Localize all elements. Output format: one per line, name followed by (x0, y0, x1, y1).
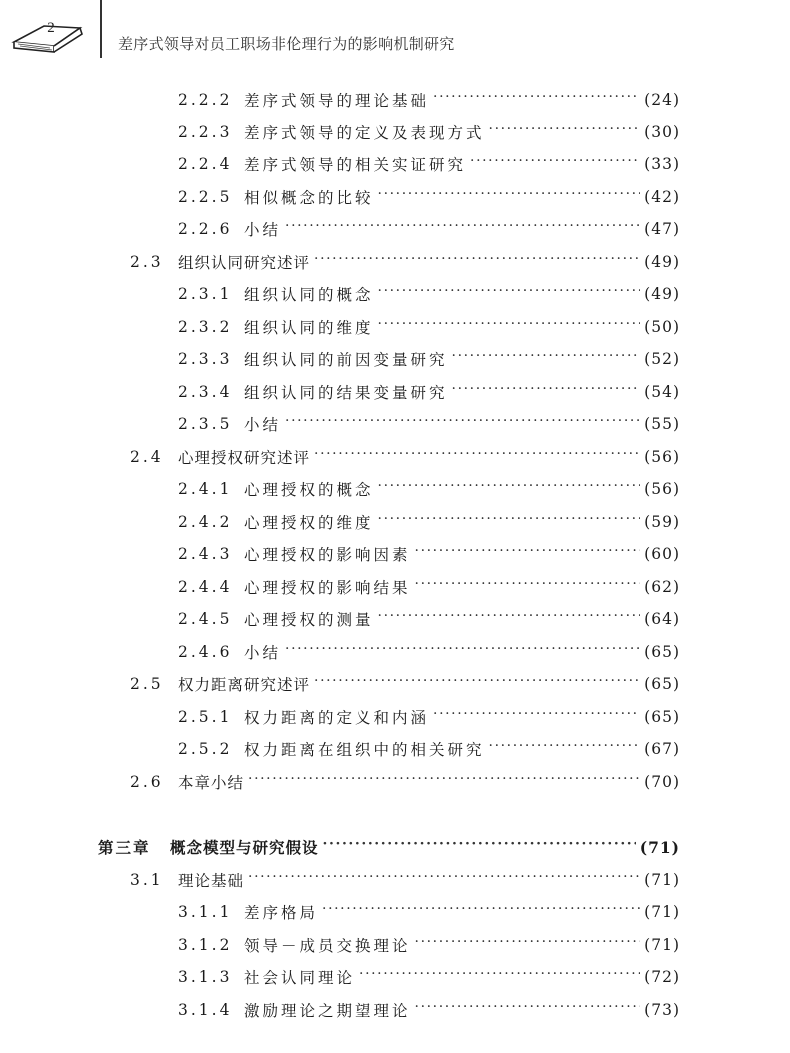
toc-entry-number: 2.5.2 (178, 740, 233, 758)
toc-entry-title: 差序式领导的相关实证研究 (244, 156, 467, 174)
toc-entry-title: 相似概念的比较 (244, 189, 374, 207)
toc-entry-number: 2.5 (130, 675, 164, 693)
toc-entry-number: 2.5.1 (178, 708, 233, 726)
toc-entry-title: 心理授权研究述评 (178, 449, 311, 467)
toc-entry-number: 3.1.2 (178, 936, 233, 954)
toc-entry-page: (55) (644, 415, 680, 433)
toc-entry-page: (72) (644, 968, 680, 986)
toc-entry (178, 380, 680, 404)
toc-dot-leader (359, 965, 640, 989)
page-header (0, 0, 790, 62)
toc-entry-title: 差序格局 (244, 904, 319, 922)
toc-entry-title: 权力距离的定义和内涵 (244, 709, 430, 727)
toc-entry (178, 640, 680, 664)
toc-dot-leader (452, 347, 641, 371)
toc-entry (130, 672, 680, 696)
toc-dot-leader (470, 152, 640, 176)
toc-entry-title: 小结 (244, 644, 282, 662)
toc-dot-leader (433, 88, 640, 112)
toc-entry-title: 小结 (244, 416, 282, 434)
toc-entry-title: 权力距离研究述评 (178, 676, 311, 694)
toc-entry-number: 2.4 (130, 448, 164, 466)
toc-entry-number: 2.4.2 (178, 513, 233, 531)
toc-entry-page: (71) (644, 871, 680, 889)
toc-entry-title: 心理授权的概念 (244, 481, 374, 499)
toc-entry-title: 组织认同的前因变量研究 (244, 351, 448, 369)
toc-entry-title: 组织认同的维度 (244, 319, 374, 337)
toc-dot-leader (415, 998, 641, 1022)
toc-entry-page: (56) (644, 448, 680, 466)
toc-entry-number: 2.4.3 (178, 545, 233, 563)
toc-entry-number: 2.3.5 (178, 415, 233, 433)
toc-dot-leader (323, 835, 636, 859)
toc-dot-leader (322, 900, 640, 924)
toc-dot-leader (314, 672, 640, 696)
toc-entry-page: (65) (644, 708, 680, 726)
toc-entry-number: 2.3.2 (178, 318, 233, 336)
toc-entry (178, 185, 680, 209)
toc-entry-page: (60) (644, 545, 680, 563)
toc-entry-number: 2.6 (130, 773, 164, 791)
toc-entry-title: 心理授权的影响因素 (244, 546, 411, 564)
header-divider (100, 0, 102, 58)
toc-entry-number: 3.1.3 (178, 968, 233, 986)
toc-entry-title: 心理授权的影响结果 (244, 579, 411, 597)
toc-entry-title: 领导－成员交换理论 (244, 937, 411, 955)
toc-dot-leader (248, 868, 640, 892)
toc-entry-number: 2.3 (130, 253, 164, 271)
toc-entry-number: 2.4.1 (178, 480, 233, 498)
toc-entry (178, 477, 680, 501)
toc-entry (178, 933, 680, 957)
toc-entry (130, 445, 680, 469)
toc-entry-page: (33) (644, 155, 680, 173)
toc-dot-leader (285, 412, 640, 436)
toc-entry-page: (65) (644, 643, 680, 661)
toc-entry-page: (49) (644, 253, 680, 271)
toc-dot-leader (285, 217, 640, 241)
toc-entry-title: 社会认同理论 (244, 969, 356, 987)
toc-entry (178, 607, 680, 631)
page-number: 2 (47, 20, 55, 36)
toc-dot-leader (433, 705, 640, 729)
toc-entry-number: 2.4.6 (178, 643, 233, 661)
toc-entry (98, 835, 680, 859)
toc-entry (178, 737, 680, 761)
toc-entry-page: (73) (644, 1001, 680, 1019)
toc-entry (178, 217, 680, 241)
toc-entry-title: 差序式领导的理论基础 (244, 92, 430, 110)
toc-dot-leader (314, 250, 640, 274)
toc-dot-leader (378, 607, 641, 631)
toc-entry-page: (62) (644, 578, 680, 596)
toc-entry (178, 965, 680, 989)
toc-dot-leader (415, 933, 641, 957)
toc-entry (178, 347, 680, 371)
toc-entry-number: 3.1 (130, 871, 164, 889)
toc-entry-page: (65) (644, 675, 680, 693)
toc-entry-number: 2.2.5 (178, 188, 233, 206)
toc-entry-page: (70) (644, 773, 680, 791)
toc-entry (178, 900, 680, 924)
toc-dot-leader (452, 380, 641, 404)
toc-entry (130, 770, 680, 794)
toc-dot-leader (415, 542, 641, 566)
toc-dot-leader (378, 510, 641, 534)
toc-entry-page: (71) (644, 903, 680, 921)
toc-entry (178, 88, 680, 112)
toc-entry-number: 2.3.4 (178, 383, 233, 401)
toc-entry-number: 2.2.4 (178, 155, 233, 173)
toc-entry-number: 3.1.4 (178, 1001, 233, 1019)
toc-entry (178, 152, 680, 176)
toc-entry-number: 2.2.3 (178, 123, 233, 141)
toc-entry-page: (50) (644, 318, 680, 336)
toc-entry-title: 心理授权的维度 (244, 514, 374, 532)
toc-entry-page: (71) (639, 837, 680, 857)
toc-entry-page: (59) (644, 513, 680, 531)
toc-entry-number: 2.3.3 (178, 350, 233, 368)
toc-entry-page: (71) (644, 936, 680, 954)
toc-entry-number: 2.4.5 (178, 610, 233, 628)
toc-entry-page: (52) (644, 350, 680, 368)
toc-entry-title: 理论基础 (178, 872, 245, 890)
toc-entry-number: 3.1.1 (178, 903, 233, 921)
toc-entry-title: 小结 (244, 221, 282, 239)
toc-entry-title: 差序式领导的定义及表现方式 (244, 124, 485, 142)
toc-entry-title: 组织认同的结果变量研究 (244, 384, 448, 402)
toc-entry-title: 心理授权的测量 (244, 611, 374, 629)
toc-dot-leader (378, 315, 641, 339)
running-title: 差序式领导对员工职场非伦理行为的影响机制研究 (118, 35, 455, 53)
toc-dot-leader (415, 575, 641, 599)
toc-entry-page: (54) (644, 383, 680, 401)
toc-entry-page: (30) (644, 123, 680, 141)
toc-entry-title: 组织认同研究述评 (178, 254, 311, 272)
toc-entry (178, 510, 680, 534)
toc-entry-number: 2.2.2 (178, 91, 233, 109)
toc-entry-page: (49) (644, 285, 680, 303)
toc-entry-number: 2.4.4 (178, 578, 233, 596)
toc-entry-page: (67) (644, 740, 680, 758)
toc-entry (130, 250, 680, 274)
toc-entry (178, 575, 680, 599)
toc-entry-page: (64) (644, 610, 680, 628)
toc-entry (178, 282, 680, 306)
toc-entry-title: 权力距离在组织中的相关研究 (244, 741, 485, 759)
toc-entry (178, 412, 680, 436)
toc-entry (178, 705, 680, 729)
toc-entry-number: 2.3.1 (178, 285, 233, 303)
toc-entry-page: (47) (644, 220, 680, 238)
toc-dot-leader (489, 737, 641, 761)
toc-dot-leader (378, 185, 641, 209)
toc-entry (130, 868, 680, 892)
toc-entry (178, 120, 680, 144)
toc-entry (178, 542, 680, 566)
toc-dot-leader (378, 282, 641, 306)
toc-dot-leader (314, 445, 640, 469)
toc-entry-title: 概念模型与研究假设 (170, 839, 319, 857)
toc-entry (178, 315, 680, 339)
toc-entry-title: 激励理论之期望理论 (244, 1002, 411, 1020)
toc-entry-page: (56) (644, 480, 680, 498)
toc-dot-leader (248, 770, 640, 794)
toc-entry (178, 998, 680, 1022)
toc-entry-number: 2.2.6 (178, 220, 233, 238)
toc-entry-page: (24) (644, 91, 680, 109)
toc-dot-leader (378, 477, 641, 501)
toc-entry-title: 本章小结 (178, 774, 245, 792)
toc-entry-page: (42) (644, 188, 680, 206)
toc-entry-number: 第三章 (98, 839, 151, 857)
toc-dot-leader (285, 640, 640, 664)
toc-entry-title: 组织认同的概念 (244, 286, 374, 304)
toc-dot-leader (489, 120, 641, 144)
